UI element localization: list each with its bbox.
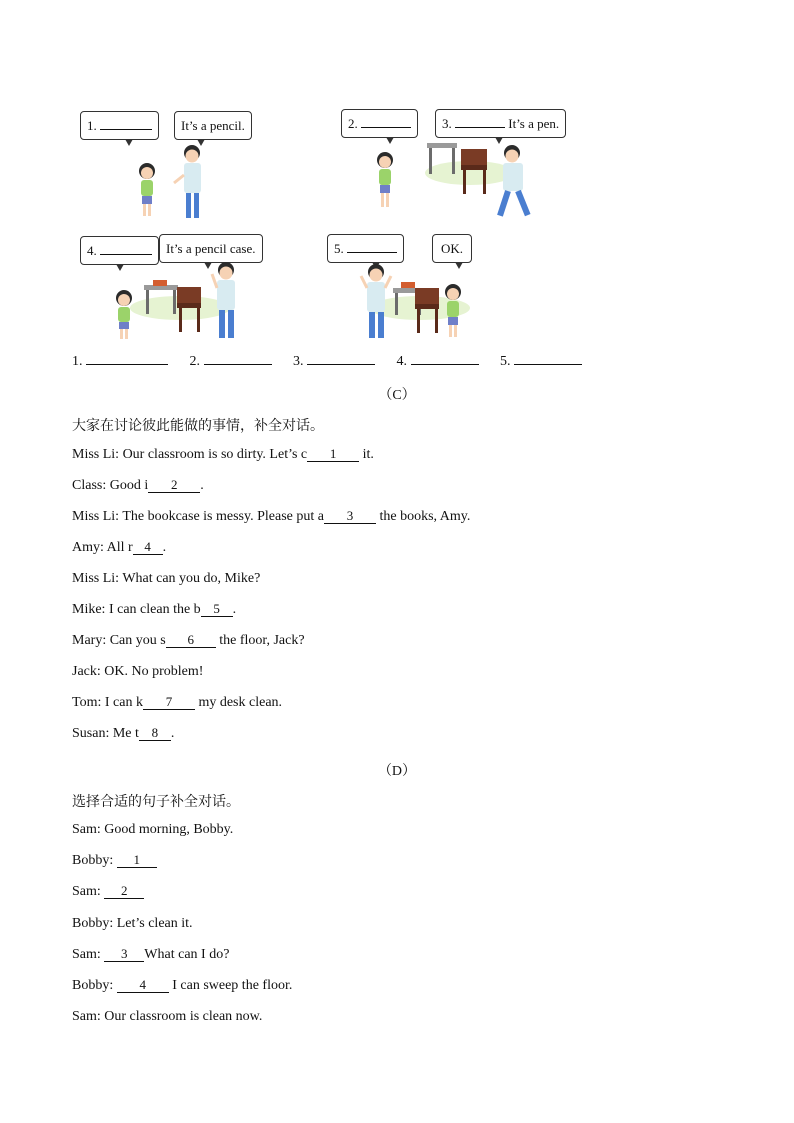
- answer-slot-1: 1.: [72, 354, 168, 369]
- picture-2: [335, 105, 585, 225]
- answer-blank[interactable]: 3: [324, 509, 376, 524]
- speech-bubble-ok: OK.: [432, 234, 472, 263]
- section-c-label: （C）: [378, 388, 416, 403]
- dialogue-line: Mike: I can clean the b 5 .: [72, 601, 237, 617]
- answer-slot-2: 2.: [190, 354, 272, 369]
- answer-blank[interactable]: 6: [166, 633, 216, 648]
- answer-blank[interactable]: 8: [139, 726, 171, 741]
- girl-and-boy-illustration: [70, 105, 270, 225]
- answer-blank[interactable]: 2: [104, 884, 144, 899]
- section-d-label: （D）: [377, 764, 417, 779]
- speech-bubble-pencil-case: It’s a pencil case.: [159, 234, 263, 263]
- speech-bubble-4: 4.: [80, 236, 159, 265]
- answer-blank[interactable]: 4: [117, 978, 169, 993]
- dialogue-line: Miss Li: What can you do, Mike?: [72, 571, 261, 586]
- answer-blank[interactable]: 1: [117, 853, 157, 868]
- dialogue-line: Sam: Our classroom is clean now.: [72, 1009, 263, 1025]
- dialogue-line: Bobby: Let’s clean it.: [72, 915, 193, 931]
- dialogue-line: Class: Good i 2 .: [72, 477, 204, 493]
- dialogue-line: Sam: Good morning, Bobby.: [72, 822, 234, 837]
- answer-blank[interactable]: 1: [307, 447, 359, 462]
- answer-blank[interactable]: 5: [201, 602, 233, 617]
- answer-slot-4: 4.: [397, 354, 479, 369]
- dialogue-line: Sam: 2: [72, 884, 144, 900]
- dialogue-line: Susan: Me t 8 .: [72, 725, 175, 741]
- answer-blank[interactable]: 2: [148, 478, 200, 493]
- answer-blank[interactable]: 4: [133, 540, 163, 555]
- picture-3: [70, 230, 290, 345]
- dialogue-line: Miss Li: Our classroom is so dirty. Let’s c 1 it.: [72, 446, 374, 462]
- dialogue-line: Bobby: 4 I can sweep the floor.: [72, 977, 293, 993]
- classroom-illustration-3: [70, 230, 290, 345]
- answer-blank[interactable]: 7: [143, 695, 195, 710]
- dialogue-line: Amy: All r 4 .: [72, 539, 167, 555]
- speech-bubble-3: 3. It’s a pen.: [435, 109, 566, 138]
- section-c-instruction: 大家在讨论彼此能做的事情，补全对话。: [72, 418, 324, 434]
- speech-bubble-1: 1.: [80, 111, 159, 140]
- answer-slot-5: 5.: [500, 354, 582, 369]
- picture-1: [70, 105, 270, 225]
- section-d-instruction: 选择合适的句子补全对话。: [72, 794, 240, 810]
- answer-blank[interactable]: 3: [104, 947, 144, 962]
- dialogue-line: Jack: OK. No problem!: [72, 664, 204, 679]
- picture-4: [325, 230, 525, 345]
- dialogue-line: Bobby: 1: [72, 853, 157, 869]
- speech-bubble-pencil: It’s a pencil.: [174, 111, 252, 140]
- dialogue-line: Miss Li: The bookcase is messy. Please put a 3 the books, Amy.: [72, 508, 471, 524]
- speech-bubble-2: 2.: [341, 109, 418, 138]
- dialogue-line: Sam: 3 What can I do?: [72, 945, 230, 962]
- speech-bubble-5: 5.: [327, 234, 404, 263]
- answer-row: [72, 354, 600, 370]
- dialogue-line: Mary: Can you s 6 the floor, Jack?: [72, 632, 305, 648]
- dialogue-line: Tom: I can k 7 my desk clean.: [72, 694, 283, 710]
- answer-slot-3: 3.: [293, 354, 375, 369]
- classroom-illustration-4: [325, 230, 525, 345]
- classroom-illustration-2: [335, 105, 585, 225]
